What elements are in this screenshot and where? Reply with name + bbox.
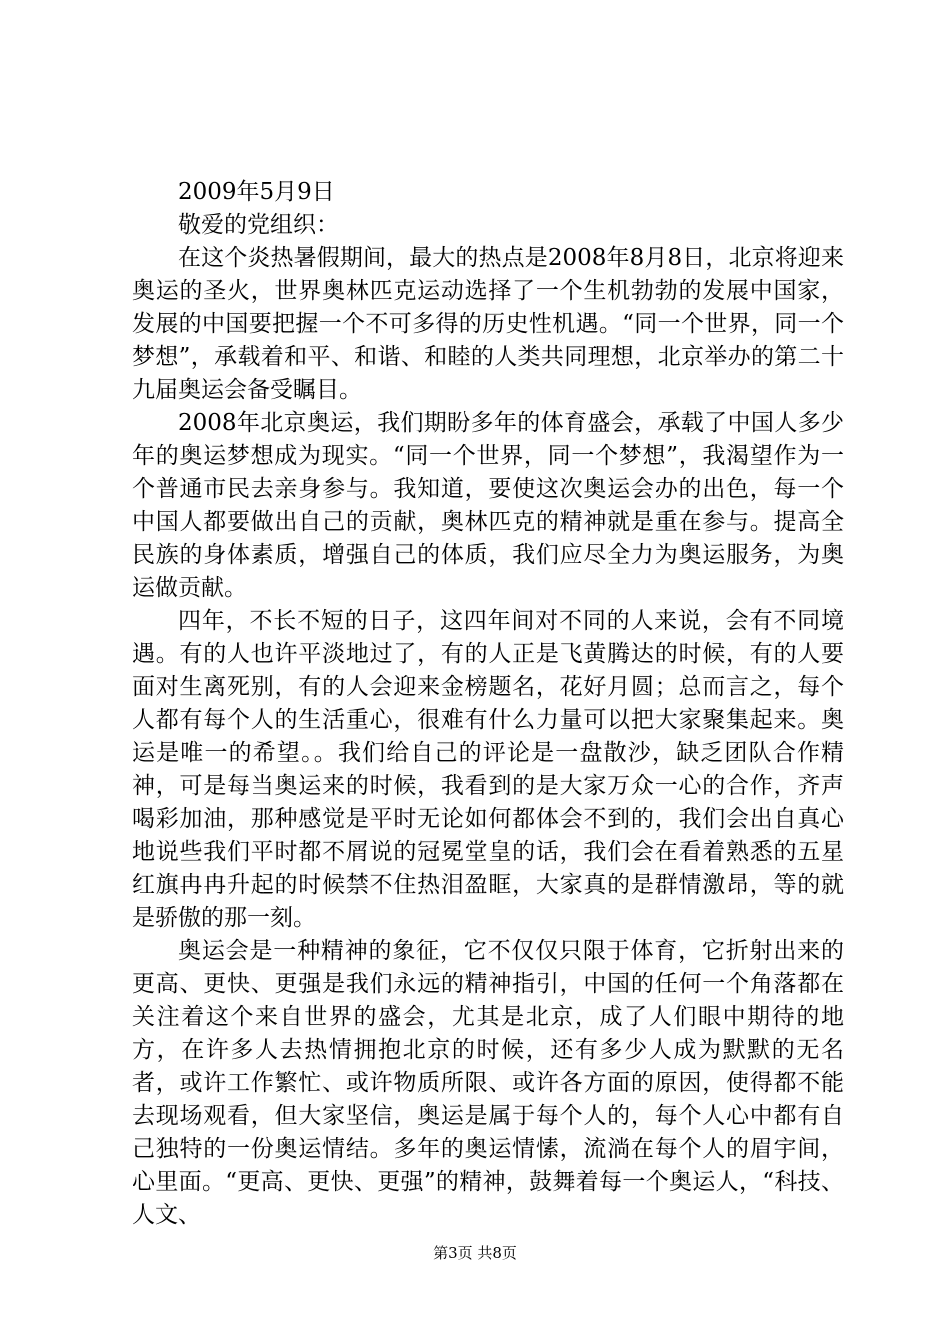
document-body (132, 176, 844, 1232)
document-salutation: 敬爱的党组织： (178, 212, 339, 238)
body-paragraph-1: 在这个炎热暑假期间，最大的热点是2008年8月8日，北京将迎来奥运的圣火，世界奥林匹克运动选择了一个生机勃勃的发展中国家，发展的中国要把握一个不可多得的历史性机遇。“同一个世界，同一个梦想”，承载着和平、和谐、和睦的人类共同理想，北京举办的第二十九届奥运会备受瞩目。 (132, 245, 844, 403)
body-paragraph-4: 奥运会是一种精神的象征，它不仅仅只限于体育，它折射出来的更高、更快、更强是我们永远的精神指引，中国的任何一个角落都在关注着这个来自世界的盛会，尤其是北京，成了人们眼中期待的地方，在许多人去热情拥抱北京的时候，还有多少人成为默默的无名者，或许工作繁忙、或许物质所限、或许各方面的原因，使得都不能去现场观看，但大家坚信，奥运是属于每个人的，每个人心中都有自己独特的一份奥运情结。多年的奥运情愫，流淌在每个人的眉宇间，心里面。“更高、更快、更强”的精神，鼓舞着每一个奥运人，“科技、人文、 (132, 938, 844, 1228)
body-paragraph-3: 四年，不长不短的日子，这四年间对不同的人来说，会有不同境遇。有的人也许平淡地过了，有的人正是飞黄腾达的时候，有的人要面对生离死别，有的人会迎来金榜题名，花好月圆；总而言之，每个人都有每个人的生活重心，很难有什么力量可以把大家聚集起来。奥运是唯一的希望。。我们给自己的评论是一盘散沙，缺乏团队合作精神，可是每当奥运来的时候，我看到的是大家万众一心的合作，齐声喝彩加油，那种感觉是平时无论如何都体会不到的，我们会出自真心地说些我们平时都不屑说的冠冕堂皇的话，我们会在看着熟悉的五星红旗冉冉升起的时候禁不住热泪盈眶，大家真的是群情激昂，等的就是骄傲的那一刻。 (132, 608, 844, 931)
page-number: 第3页 共8页 (433, 1244, 517, 1262)
body-paragraph-2: 2008年北京奥运，我们期盼多年的体育盛会，承载了中国人多少年的奥运梦想成为现实。“同一个世界，同一个梦想”，我渴望作为一个普通市民去亲身参与。我知道，要使这次奥运会办的出色，每一个中国人都要做出自己的贡献，奥林匹克的精神就是重在参与。提高全民族的身体素质，增强自己的体质，我们应尽全力为奥运服务，为奥运做贡献。 (132, 410, 844, 601)
document-date: 2009年5月9日 (178, 179, 335, 205)
page-footer (0, 1243, 950, 1263)
